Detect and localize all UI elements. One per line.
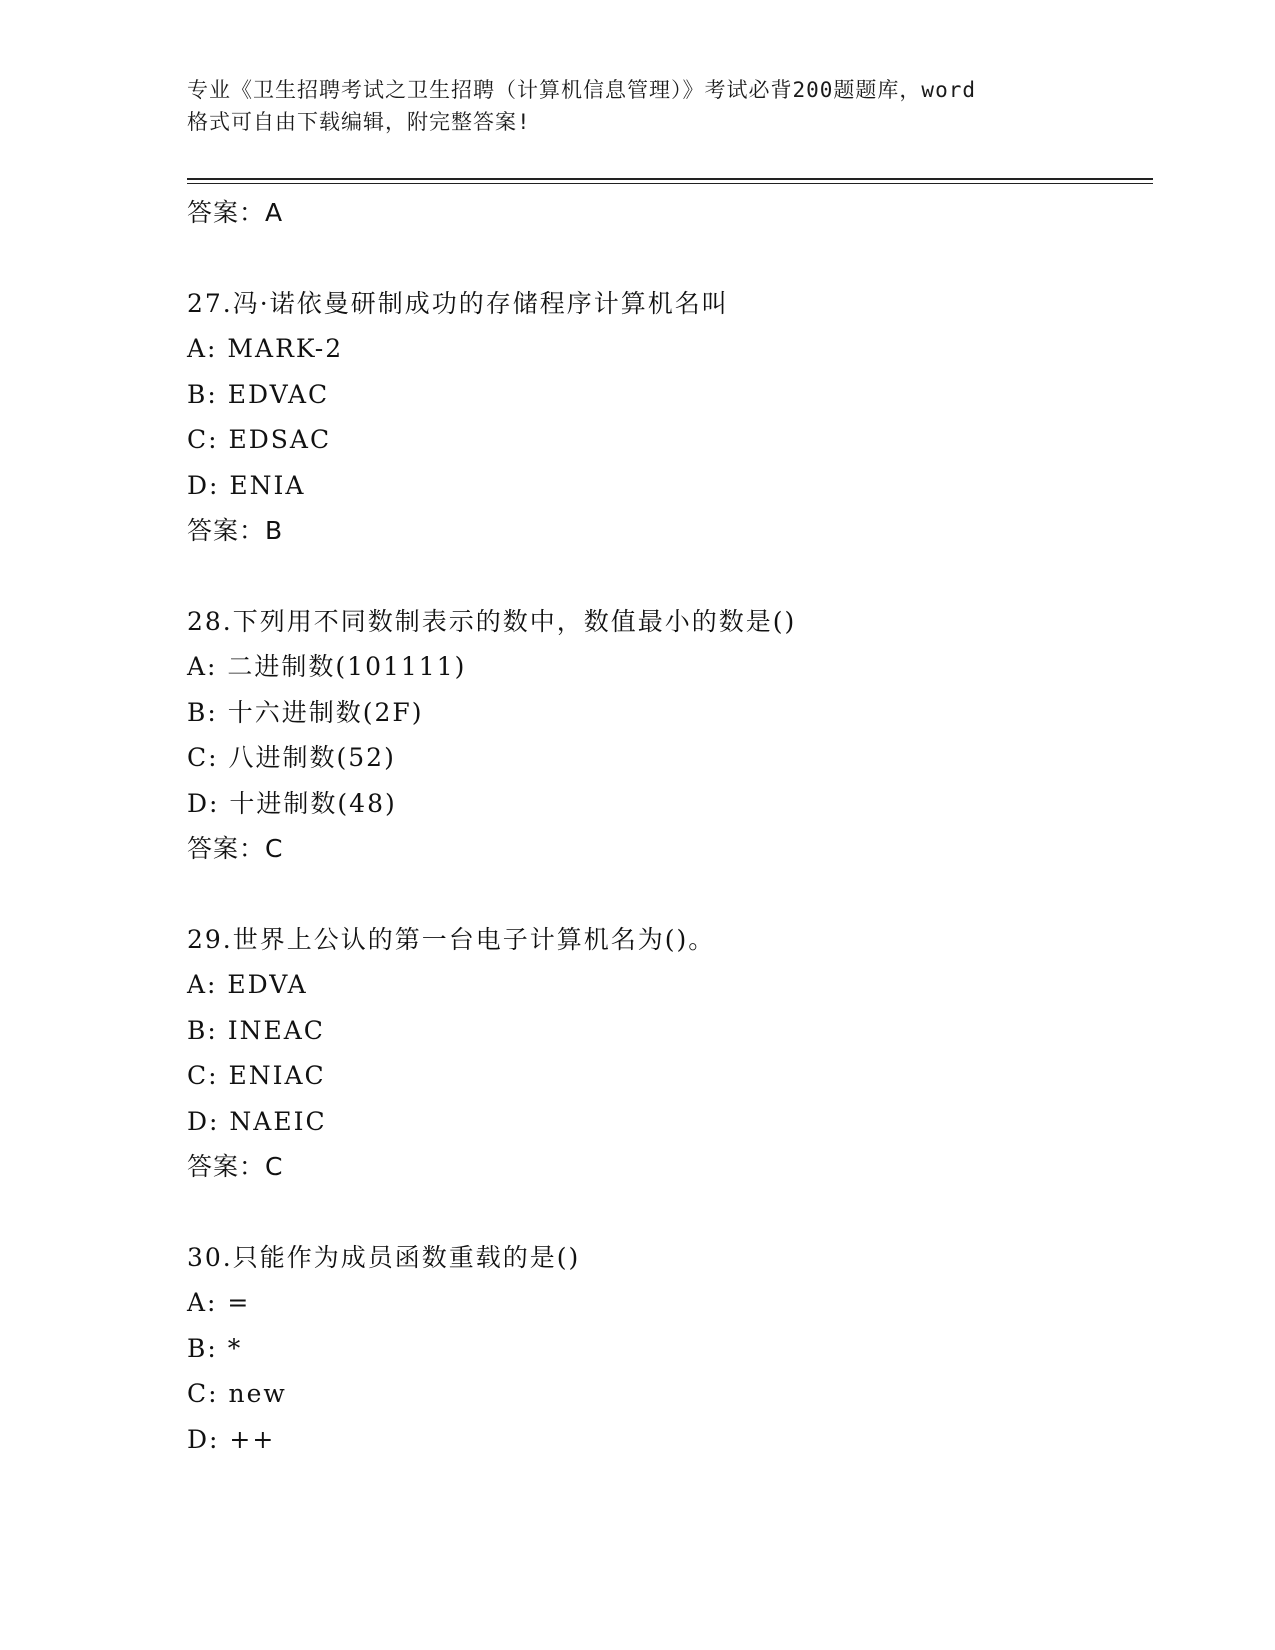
option-d: D: ENIA [187, 470, 306, 500]
answer-line: 答案：C [187, 1152, 284, 1181]
question-stem: 27.冯·诺依曼研制成功的存储程序计算机名叫 [187, 288, 729, 318]
header-rule-thin [187, 183, 1153, 184]
option-a: A: MARK-2 [187, 334, 344, 363]
option-b: B: EDVAC [187, 379, 330, 409]
option-d: D: NAEIC [187, 1106, 327, 1136]
spacer [187, 236, 1147, 281]
answer-line: 答案：A [187, 198, 284, 227]
document-header [187, 74, 1087, 138]
option-c: C: 八进制数(52) [187, 743, 396, 772]
answer-line: 答案：B [187, 516, 284, 545]
spacer [187, 1190, 1147, 1235]
option-a: A: = [187, 1288, 251, 1317]
spacer [187, 872, 1147, 917]
option-b: B: INEAC [187, 1015, 325, 1045]
question-stem: 30.只能作为成员函数重载的是() [187, 1242, 581, 1272]
header-line-1: 专业《卫生招聘考试之卫生招聘（计算机信息管理）》考试必背200题题库，word [187, 78, 976, 102]
header-line-2: 格式可自由下载编辑，附完整答案! [187, 110, 531, 134]
option-b: B: * [187, 1333, 243, 1363]
option-c: C: EDSAC [187, 425, 332, 454]
spacer [187, 554, 1147, 599]
option-a: A: EDVA [187, 970, 308, 999]
answer-line: 答案：C [187, 834, 284, 863]
option-d: D: ++ [187, 1424, 276, 1454]
question-block [187, 917, 1147, 1190]
question-list [187, 190, 1147, 1462]
option-a: A: 二进制数(101111) [187, 652, 467, 681]
question-stem: 29.世界上公认的第一台电子计算机名为()。 [187, 924, 716, 954]
question-block [187, 281, 1147, 554]
option-b: B: 十六进制数(2F) [187, 697, 424, 727]
option-d: D: 十进制数(48) [187, 788, 397, 818]
question-stem: 28.下列用不同数制表示的数中，数值最小的数是() [187, 606, 797, 636]
header-rule-thick [187, 178, 1153, 180]
option-c: C: ENIAC [187, 1061, 326, 1090]
question-block [187, 1235, 1147, 1463]
question-block [187, 599, 1147, 872]
option-c: C: new [187, 1379, 287, 1408]
